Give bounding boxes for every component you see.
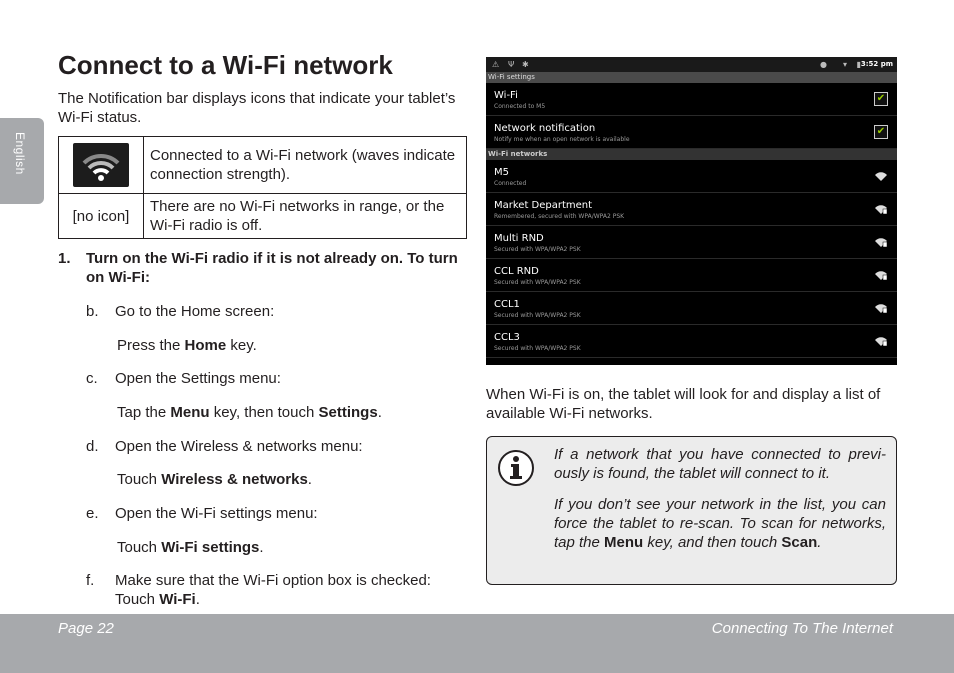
battery-icon: ▮ (856, 60, 861, 69)
substep-letter: f. (86, 572, 95, 589)
icon-description: Connected to a Wi-Fi network (waves indicate connection strength). (144, 137, 467, 194)
toggle-row[interactable] (486, 83, 897, 116)
network-status: Connected (494, 180, 527, 187)
network-status: Secured with WPA/WPA2 PSK (494, 279, 581, 286)
section-title: Connecting To The Internet (711, 620, 893, 637)
info-icon (497, 449, 535, 487)
table-row (59, 194, 467, 239)
network-row[interactable] (486, 325, 897, 358)
substep-letter: b. (86, 303, 99, 320)
no-icon-cell: [no icon] (59, 194, 144, 239)
body-paragraph: When Wi-Fi is on, the tablet will look for and display a list of available Wi-Fi networks. (486, 386, 881, 422)
instruction-d: Touch Wireless & networks. (117, 471, 312, 488)
warning-icon: ⚠ (492, 60, 500, 69)
icon-description: There are no Wi-Fi networks in range, or the Wi-Fi radio is off. (144, 194, 467, 239)
language-tab (0, 118, 44, 204)
network-status: Secured with WPA/WPA2 PSK (494, 345, 581, 352)
status-bar (486, 57, 897, 72)
instruction-b: Press the Home key. (117, 337, 257, 354)
wifi-signal-icon (73, 143, 129, 187)
language-label: English (13, 132, 27, 175)
network-row[interactable] (486, 193, 897, 226)
substep-letter: c. (86, 370, 98, 387)
toggle-status: Notify me when an open network is available (494, 136, 630, 143)
note-paragraph-1: If a network that you have connected to previ-ously is found, the tablet will connect to it. (554, 446, 886, 482)
wifi-lock-icon (874, 302, 888, 314)
substep-text: Open the Settings menu: (115, 370, 281, 387)
wifi-lock-icon (874, 236, 888, 248)
substep-text: Go to the Home screen: (115, 303, 275, 320)
network-row[interactable] (486, 259, 897, 292)
substep-text: Open the Wireless & networks menu: (115, 438, 363, 455)
substep-text: Make sure that the Wi-Fi option box is checked: Touch Wi-Fi. (115, 572, 431, 608)
status-time: 3:52 pm (860, 60, 893, 68)
toggle-name: Network notification (494, 123, 596, 134)
instruction-e: Touch Wi-Fi settings. (117, 539, 264, 556)
table-row (59, 137, 467, 194)
page-title: Connect to a Wi-Fi network (58, 50, 393, 80)
sync-icon: ● (820, 60, 827, 69)
network-status: Secured with WPA/WPA2 PSK (494, 246, 581, 253)
network-status: Remembered, secured with WPA/WPA2 PSK (494, 213, 625, 220)
network-status: Secured with WPA/WPA2 PSK (494, 312, 581, 319)
wifi-lock-icon (874, 335, 888, 347)
checkbox[interactable]: ✔ (874, 92, 888, 106)
status-icon-table (58, 136, 467, 239)
step-number: 1. (58, 250, 71, 267)
network-name: Market Department (494, 200, 593, 211)
network-row[interactable] (486, 292, 897, 325)
network-row[interactable] (486, 160, 897, 193)
toggle-status: Connected to M5 (494, 103, 546, 110)
intro-text: The Notification bar displays icons that indicate your tablet’s Wi-Fi status. (58, 90, 456, 126)
note-paragraph-2: If you don’t see your network in the list, you can force the tablet to re-scan. To scan for networks, tap the Menu key, and then touch Scan. (554, 496, 886, 551)
substep-text: Open the Wi-Fi settings menu: (115, 505, 318, 522)
network-name: Multi RND (494, 233, 544, 244)
note-box (486, 436, 897, 585)
page-footer (0, 614, 954, 673)
network-name: CCL RND (494, 266, 539, 277)
step-text: Turn on the Wi-Fi radio if it is not already on. To turn on Wi-Fi: (86, 250, 458, 286)
wifi-signal-icon (874, 170, 888, 182)
substep-letter: d. (86, 438, 99, 455)
wifi-icon: ▾ (842, 60, 847, 69)
toggle-name: Wi-Fi (494, 90, 518, 101)
network-name: M5 (494, 167, 509, 178)
networks-header: Wi-Fi networks (486, 149, 897, 160)
page-number: Page 22 (58, 620, 114, 637)
instruction-c: Tap the Menu key, then touch Settings. (117, 404, 382, 421)
network-name: CCL3 (494, 332, 520, 343)
wifi-lock-icon (874, 269, 888, 281)
toggle-row[interactable] (486, 116, 897, 149)
network-name: CCL1 (494, 299, 520, 310)
wifi-lock-icon (874, 203, 888, 215)
icon-cell (59, 137, 144, 194)
network-row[interactable] (486, 226, 897, 259)
usb-icon: Ψ (508, 60, 515, 69)
settings-header: Wi-Fi settings (486, 72, 897, 83)
wifi-settings-screenshot (486, 57, 897, 365)
substep-letter: e. (86, 505, 99, 522)
android-icon: ✱ (522, 60, 529, 69)
checkbox[interactable]: ✔ (874, 125, 888, 139)
